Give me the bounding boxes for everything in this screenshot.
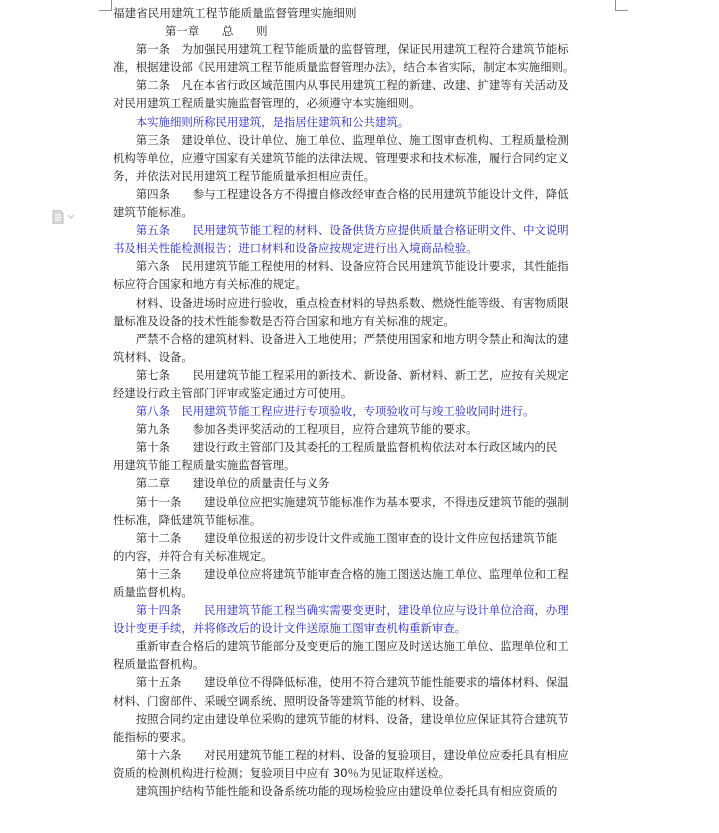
document-icon[interactable] bbox=[52, 209, 76, 223]
text-line: 能指标的要求。 bbox=[113, 729, 193, 744]
paragraph bbox=[113, 601, 615, 637]
paragraph bbox=[113, 493, 615, 529]
paragraph bbox=[113, 710, 615, 746]
text-line: 材料、门窗部件、采暖空调系统、照明设备等建筑节能的材料、设备。 bbox=[113, 693, 467, 708]
paragraph bbox=[113, 673, 615, 709]
paragraph bbox=[113, 294, 615, 330]
text-line: 设计变更手续，并将修改后的设计文件送原施工图审查机构重新审查。 bbox=[113, 621, 467, 636]
paragraph bbox=[113, 746, 615, 782]
text-line: 第三条 建设单位、设计单位、施工单位、监理单位、施工图审查机构、工程质量检测 bbox=[113, 132, 569, 147]
text-line: 第十四条 民用建筑节能工程当确实需要变更时，建设单位应与设计单位洽商，办理 bbox=[113, 603, 569, 618]
text-line: 第十五条 建设单位不得降低标准，使用不符合建筑节能性能要求的墙体材料、保温 bbox=[113, 675, 569, 690]
text-line: 第八条 民用建筑节能工程应进行专项验收，专项验收可与竣工验收同时进行。 bbox=[113, 404, 535, 419]
text-line: 质量监督机构。 bbox=[113, 585, 193, 599]
document-body bbox=[113, 4, 615, 800]
text-line: 第五条 民用建筑节能工程的材料、设备供货方应提供质量合格证明文件、中文说明 bbox=[113, 223, 569, 238]
paragraph bbox=[113, 402, 615, 420]
text-line: 严禁不合格的建筑材料、设备进入工地使用；严禁使用国家和地方明令禁止和淘汰的建 bbox=[113, 331, 569, 346]
text-line: 第十六条 对民用建筑节能工程的材料、设备的复验项目，建设单位应委托具有相应 bbox=[113, 747, 569, 762]
text-line: 程质量监督机构。 bbox=[113, 657, 205, 672]
text-line: 第七条 民用建筑节能工程采用的新技术、新设备、新材料、新工艺，应按有关规定 bbox=[113, 367, 569, 382]
text-line: 第四条 参与工程建设各方不得擅自修改经审查合格的民用建筑节能设计文件，降低 bbox=[113, 186, 569, 201]
paragraph bbox=[113, 420, 615, 438]
text-line: 重新审查合格后的建筑节能部分及变更后的施工图应及时送达施工单位、监理单位和工 bbox=[113, 639, 569, 654]
text-line: 第一条 为加强民用建筑工程节能质量的监督管理，保证民用建筑工程符合建筑节能标 bbox=[113, 42, 569, 57]
text-line: 第九条 参加各类评奖活动的工程项目，应符合建筑节能的要求。 bbox=[113, 422, 478, 437]
text-line: 第十三条 建设单位应将建筑节能审查合格的施工图送达施工单位、监理单位和工程 bbox=[113, 566, 569, 581]
text-line: 第十条 建设行政主管部门及其委托的工程质量监督机构依法对本行政区域内的民 bbox=[113, 440, 558, 455]
text-line: 对民用建筑工程质量实施监督管理的，必须遵守本实施细则。 bbox=[113, 96, 421, 111]
text-line: 第二条 凡在本省行政区域范围内从事民用建筑工程的新建、改建、扩建等有关活动及 bbox=[113, 78, 569, 93]
paragraph bbox=[113, 76, 615, 112]
text-line: 机构等单位，应遵守国家有关建筑节能的法律法规、管理要求和技术标准，履行合同约定义 bbox=[113, 150, 569, 165]
text-line: 标应符合国家和地方有关标准的规定。 bbox=[113, 277, 307, 292]
text-line: 第二章 建设单位的质量责任与义务 bbox=[113, 476, 330, 491]
paragraph bbox=[113, 474, 615, 492]
text-line: 本实施细则所称民用建筑，是指居住建筑和公共建筑。 bbox=[113, 114, 410, 129]
text-line: 的内容，并符合有关标准规定。 bbox=[113, 548, 273, 563]
paragraph bbox=[113, 782, 615, 800]
text-line: 性标准，降低建筑节能标准。 bbox=[113, 512, 262, 527]
text-line: 书及相关性能检测报告；进口材料和设备应按规定进行出入境商品检验。 bbox=[113, 241, 478, 256]
margin-corner-top-left bbox=[99, 0, 112, 11]
text-line: 按照合同约定由建设单位采购的建筑节能的材料、设备，建设单位应保证其符合建筑节 bbox=[113, 711, 569, 726]
text-line: 经建设行政主管部门评审或鉴定通过方可使用。 bbox=[113, 385, 353, 400]
paragraph bbox=[113, 113, 615, 131]
text-line: 筑材料、设备。 bbox=[113, 349, 193, 364]
paragraph bbox=[113, 637, 615, 673]
text-line: 建筑节能标准。 bbox=[113, 205, 193, 220]
text-line: 第十二条 建设单位报送的初步设计文件或施工图审查的设计文件应包括建筑节能 bbox=[113, 530, 558, 545]
chapter-heading: 第一章 总 则 bbox=[165, 24, 268, 39]
paragraph bbox=[113, 131, 615, 185]
text-line: 资质的检测机构进行检测；复验项目中应有 30％为见证取样送检。 bbox=[113, 765, 451, 780]
margin-corner-top-right bbox=[615, 0, 628, 11]
paragraph-list bbox=[113, 40, 615, 800]
text-line: 建筑围护结构节能性能和设备系统功能的现场检验应由建设单位委托具有相应资质的 bbox=[113, 784, 558, 799]
paragraph bbox=[113, 40, 615, 76]
text-line: 第六条 民用建筑节能工程使用的材料、设备应符合民用建筑节能设计要求，其性能指 bbox=[113, 259, 569, 274]
paragraph bbox=[113, 185, 615, 221]
paragraph bbox=[113, 438, 615, 474]
paragraph bbox=[113, 221, 615, 257]
paragraph bbox=[113, 565, 615, 601]
paragraph bbox=[113, 366, 615, 402]
paragraph bbox=[113, 529, 615, 565]
document-title: 福建省民用建筑工程节能质量监督管理实施细则 bbox=[113, 6, 357, 20]
paragraph bbox=[113, 257, 615, 293]
paragraph bbox=[113, 330, 615, 366]
text-line: 准，根据建设部《民用建筑工程节能质量监督管理办法》，结合本省实际，制定本实施细则。 bbox=[113, 60, 575, 75]
text-line: 量标准及设备的技术性能参数是否符合国家和地方有关标准的规定。 bbox=[113, 313, 455, 328]
text-line: 用建筑节能工程质量实施监督管理。 bbox=[113, 458, 296, 473]
text-line: 材料、设备进场时应进行验收，重点检查材料的导热系数、燃烧性能等级、有害物质限 bbox=[113, 295, 569, 310]
text-line: 务，并依法对民用建筑工程节能质量承担相应责任。 bbox=[113, 168, 375, 183]
text-line: 第十一条 建设单位应把实施建筑节能标准作为基本要求，不得违反建筑节能的强制 bbox=[113, 494, 569, 509]
